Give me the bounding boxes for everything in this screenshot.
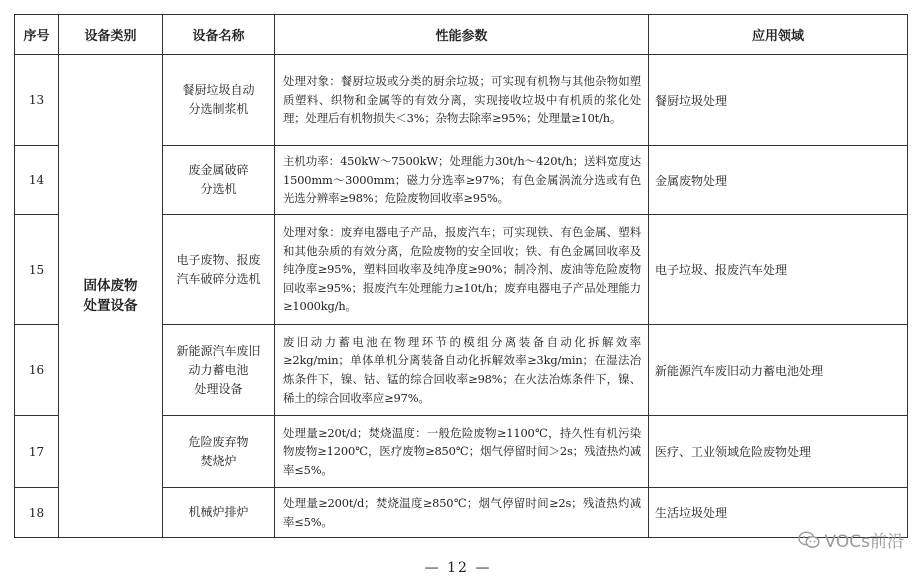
performance-params: 处理量≥20t/d；焚烧温度：一般危险废物≥1100℃，持久性有机污染物废物≥1200℃，医疗废物≥850℃；烟气停留时间＞2s；残渣热灼减率≤5%。	[275, 416, 649, 488]
watermark	[798, 527, 904, 552]
application-field: 金属废物处理	[649, 146, 908, 215]
row-number: 16	[15, 325, 59, 416]
row-number: 18	[15, 488, 59, 538]
row-number: 13	[15, 55, 59, 146]
wechat-icon	[798, 531, 820, 549]
performance-params: 主机功率：450kW～7500kW；处理能力30t/h～420t/h；送料宽度达1500mm～3000mm；磁力分选率≥97%；有色金属涡流分选或有色光选分辨率≥98%；危险废物回收率≥95%。	[275, 146, 649, 215]
equipment-name: 新能源汽车废旧 动力蓄电池 处理设备	[163, 325, 275, 416]
application-field: 电子垃圾、报废汽车处理	[649, 215, 908, 325]
application-field: 生活垃圾处理	[649, 488, 908, 538]
header-no: 序号	[15, 15, 59, 55]
equipment-name: 危险废弃物 焚烧炉	[163, 416, 275, 488]
row-number: 14	[15, 146, 59, 215]
equipment-table	[14, 14, 908, 538]
header-name: 设备名称	[163, 15, 275, 55]
table-header-row	[15, 15, 908, 55]
page-number: — 12 —	[424, 560, 492, 576]
header-application: 应用领域	[649, 15, 908, 55]
performance-params: 废旧动力蓄电池在物理环节的模组分离装备自动化拆解效率≥2kg/min；单体单机分离装备自动化拆解效率≥3kg/min；在湿法冶炼条件下，镍、钴、锰的综合回收率≥98%；在火法冶炼条件下，镍、稀土的综合回收率应≥97%。	[275, 325, 649, 416]
application-field: 新能源汽车废旧动力蓄电池处理	[649, 325, 908, 416]
header-category: 设备类别	[59, 15, 163, 55]
row-number: 17	[15, 416, 59, 488]
header-params: 性能参数	[275, 15, 649, 55]
performance-params: 处理对象：废弃电器电子产品，报废汽车；可实现铁、有色金属、塑料和其他杂质的有效分离，危险废物的安全回收；铁、有色金属回收率及纯净度≥95%，塑料回收率及纯净度≥90%；制冷剂、废油等危险废物回收率≥95%；报废汽车处理能力≥10t/h；废弃电器电子产品处理能力≥1000kg/h。	[275, 215, 649, 325]
performance-params: 处理对象：餐厨垃圾或分类的厨余垃圾；可实现有机物与其他杂物如塑质塑料、织物和金属等的有效分离，实现接收垃圾中有机质的浆化处理；处理后有机物损失＜3%；杂物去除率≥95%；处理量≥10t/h。	[275, 55, 649, 146]
equipment-category	[59, 55, 163, 538]
category-label: 固体废物 处置设备	[83, 278, 138, 314]
equipment-name: 废金属破碎 分选机	[163, 146, 275, 215]
equipment-name: 电子废物、报废 汽车破碎分选机	[163, 215, 275, 325]
equipment-name: 机械炉排炉	[163, 488, 275, 538]
row-number: 15	[15, 215, 59, 325]
application-field: 餐厨垃圾处理	[649, 55, 908, 146]
application-field: 医疗、工业领域危险废物处理	[649, 416, 908, 488]
performance-params: 处理量≥200t/d；焚烧温度≥850℃；烟气停留时间≥2s；残渣热灼减率≤5%。	[275, 488, 649, 538]
table-row	[15, 55, 908, 146]
watermark-text: VOCs前沿	[824, 532, 904, 552]
equipment-name: 餐厨垃圾自动 分选制浆机	[163, 55, 275, 146]
